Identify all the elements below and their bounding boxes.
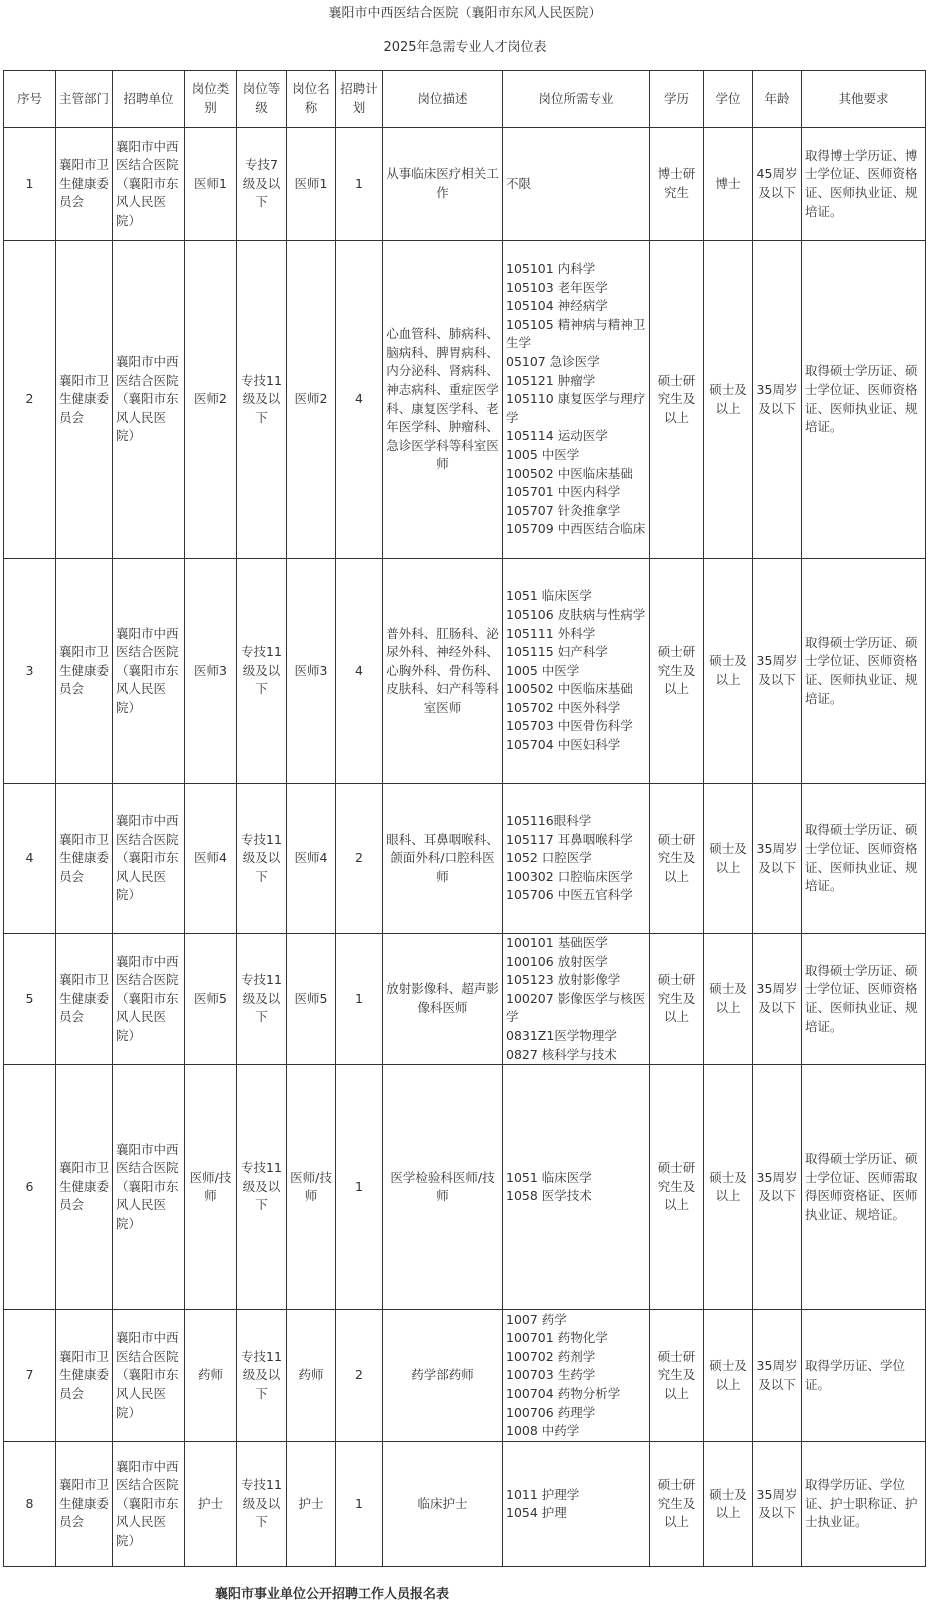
page-title: 襄阳市中西医结合医院（襄阳市东风人民医院） [328, 6, 602, 21]
cell-age: 35周岁及以下 [753, 934, 802, 1065]
cell-edu: 硕士研究生及以上 [650, 559, 704, 784]
major-item: 105103 老年医学 [506, 279, 608, 295]
cell-other: 取得硕士学历证、硕士学位证、医师资格证、医师执业证、规培证。 [802, 784, 926, 934]
major-item: 105111 外科学 [506, 625, 596, 641]
cell-degree: 硕士及以上 [704, 559, 753, 784]
major-item: 105104 神经病学 [506, 298, 608, 314]
header-level: 岗位等级 [237, 71, 287, 128]
cell-degree: 硕士及以上 [704, 1065, 753, 1310]
major-item: 100502 中医临床基础 [506, 681, 633, 697]
cell-edu: 硕士研究生及以上 [650, 934, 704, 1065]
cell-level: 专技11级及以下 [237, 934, 287, 1065]
cell-unit: 襄阳市中西医结合医院（襄阳市东风人民医院） [113, 241, 185, 559]
cell-majors [503, 241, 650, 559]
major-item: 1005 中医学 [506, 446, 580, 462]
cell-desc: 心血管科、肺病科、脑病科、脾胃病科、内分泌科、肾病科、神志病科、重症医学科、康复医学科、老年医学科、肿瘤科、急诊医学科等科室医师 [383, 241, 503, 559]
major-item: 0831Z1医学物理学 [506, 1027, 617, 1043]
major-item: 105121 肿瘤学 [506, 372, 596, 388]
header-category: 岗位类别 [185, 71, 237, 128]
cell-category: 医师3 [185, 559, 237, 784]
cell-age: 35周岁及以下 [753, 559, 802, 784]
cell-age: 35周岁及以下 [753, 1065, 802, 1310]
cell-desc: 放射影像科、超声影像科医师 [383, 934, 503, 1065]
major-item: 100703 生药学 [506, 1367, 596, 1383]
cell-post: 医师2 [287, 241, 336, 559]
cell-dept: 襄阳市卫生健康委员会 [56, 934, 113, 1065]
cell-category: 医师/技师 [185, 1065, 237, 1310]
cell-unit: 襄阳市中西医结合医院（襄阳市东风人民医院） [113, 1310, 185, 1442]
major-item: 1051 临床医学 [506, 1169, 592, 1185]
cell-degree: 硕士及以上 [704, 934, 753, 1065]
major-item: 105101 内科学 [506, 261, 596, 277]
major-item: 100704 药物分析学 [506, 1385, 621, 1401]
cell-majors [503, 1442, 650, 1567]
major-item: 105110 康复医学与理疗学 [506, 391, 646, 425]
cell-other: 取得硕士学历证、硕士学位证、医师资格证、医师执业证、规培证。 [802, 559, 926, 784]
cell-dept: 襄阳市卫生健康委员会 [56, 1310, 113, 1442]
major-item: 1052 口腔医学 [506, 850, 592, 866]
cell-plan: 4 [336, 241, 383, 559]
page-subtitle: 2025年急需专业人才岗位表 [383, 40, 547, 55]
cell-age: 35周岁及以下 [753, 784, 802, 934]
major-item: 1054 护理 [506, 1505, 567, 1521]
cell-degree: 硕士及以上 [704, 241, 753, 559]
cell-no: 2 [4, 241, 56, 559]
cell-degree: 博士 [704, 128, 753, 241]
major-item: 105703 中医骨伤科学 [506, 718, 633, 734]
cell-edu: 博士研究生 [650, 128, 704, 241]
cell-edu: 硕士研究生及以上 [650, 1310, 704, 1442]
footer-note: 襄阳市事业单位公开招聘工作人员报名表 [215, 1587, 450, 1602]
cell-degree: 硕士及以上 [704, 784, 753, 934]
major-item: 105105 精神病与精神卫生学 [506, 316, 646, 351]
cell-majors [503, 784, 650, 934]
major-item: 100702 药剂学 [506, 1348, 596, 1364]
cell-unit: 襄阳市中西医结合医院（襄阳市东风人民医院） [113, 934, 185, 1065]
cell-other: 取得硕士学历证、硕士学位证、医师资格证、医师执业证、规培证。 [802, 934, 926, 1065]
cell-unit: 襄阳市中西医结合医院（襄阳市东风人民医院） [113, 784, 185, 934]
cell-age: 35周岁及以下 [753, 1310, 802, 1442]
cell-desc: 普外科、肛肠科、泌尿外科、神经外科、心胸外科、骨伤科、皮肤科、妇产科等科室医师 [383, 559, 503, 784]
cell-category: 药师 [185, 1310, 237, 1442]
cell-desc: 临床护士 [383, 1442, 503, 1567]
cell-dept: 襄阳市卫生健康委员会 [56, 559, 113, 784]
major-item: 105116眼科学 [506, 813, 592, 829]
cell-post: 医师3 [287, 559, 336, 784]
major-item: 100701 药物化学 [506, 1330, 608, 1346]
table-row [4, 559, 926, 784]
cell-other: 取得学历证、学位证。 [802, 1310, 926, 1442]
major-item: 105707 针灸推拿学 [506, 502, 621, 518]
cell-category: 医师1 [185, 128, 237, 241]
cell-post: 护士 [287, 1442, 336, 1567]
cell-majors [503, 128, 650, 241]
cell-no: 3 [4, 559, 56, 784]
cell-no: 6 [4, 1065, 56, 1310]
header-other: 其他要求 [802, 71, 926, 128]
cell-level: 专技11级及以下 [237, 784, 287, 934]
major-item: 100502 中医临床基础 [506, 465, 633, 481]
header-dept: 主管部门 [56, 71, 113, 128]
cell-unit: 襄阳市中西医结合医院（襄阳市东风人民医院） [113, 1065, 185, 1310]
cell-level: 专技11级及以下 [237, 1065, 287, 1310]
cell-plan: 1 [336, 128, 383, 241]
cell-post: 医师/技师 [287, 1065, 336, 1310]
major-item: 100101 基础医学 [506, 935, 608, 950]
cell-no: 5 [4, 934, 56, 1065]
cell-category: 护士 [185, 1442, 237, 1567]
cell-plan: 1 [336, 1442, 383, 1567]
major-item: 105704 中医妇科学 [506, 737, 621, 753]
cell-degree: 硕士及以上 [704, 1310, 753, 1442]
cell-unit: 襄阳市中西医结合医院（襄阳市东风人民医院） [113, 559, 185, 784]
major-item: 105701 中医内科学 [506, 484, 621, 500]
cell-majors [503, 934, 650, 1065]
major-item: 1008 中药学 [506, 1423, 580, 1439]
cell-edu: 硕士研究生及以上 [650, 784, 704, 934]
major-item: 100302 口腔临床医学 [506, 868, 633, 884]
cell-level: 专技11级及以下 [237, 241, 287, 559]
cell-unit: 襄阳市中西医结合医院（襄阳市东风人民医院） [113, 128, 185, 241]
cell-age: 35周岁及以下 [753, 241, 802, 559]
major-item: 100207 影像医学与核医学 [506, 990, 646, 1025]
major-item: 105706 中医五官科学 [506, 887, 633, 903]
table-row [4, 1065, 926, 1310]
cell-level: 专技11级及以下 [237, 559, 287, 784]
header-age: 年龄 [753, 71, 802, 128]
cell-edu: 硕士研究生及以上 [650, 1442, 704, 1567]
cell-degree: 硕士及以上 [704, 1442, 753, 1567]
table-row [4, 1442, 926, 1567]
cell-desc: 药学部药师 [383, 1310, 503, 1442]
major-item: 1011 护理学 [506, 1486, 580, 1502]
major-item: 100706 药理学 [506, 1404, 596, 1420]
job-positions-table [3, 70, 926, 1567]
cell-desc: 从事临床医疗相关工作 [383, 128, 503, 241]
cell-level: 专技7级及以下 [237, 128, 287, 241]
cell-majors [503, 1065, 650, 1310]
cell-majors [503, 559, 650, 784]
table-row [4, 128, 926, 241]
cell-category: 医师4 [185, 784, 237, 934]
cell-majors [503, 1310, 650, 1442]
cell-desc: 医学检验科医师/技师 [383, 1065, 503, 1310]
major-item: 105114 运动医学 [506, 428, 608, 444]
cell-dept: 襄阳市卫生健康委员会 [56, 241, 113, 559]
cell-level: 专技11级及以下 [237, 1442, 287, 1567]
table-row [4, 784, 926, 934]
cell-desc: 眼科、耳鼻咽喉科、颌面外科/口腔科医师 [383, 784, 503, 934]
major-item: 1058 医学技术 [506, 1188, 592, 1204]
cell-no: 1 [4, 128, 56, 241]
cell-no: 7 [4, 1310, 56, 1442]
major-item: 105106 皮肤病与性病学 [506, 606, 646, 622]
table-header-row [4, 71, 926, 128]
table-row [4, 934, 926, 1065]
cell-no: 8 [4, 1442, 56, 1567]
header-edu: 学历 [650, 71, 704, 128]
cell-category: 医师2 [185, 241, 237, 559]
cell-dept: 襄阳市卫生健康委员会 [56, 1442, 113, 1567]
cell-dept: 襄阳市卫生健康委员会 [56, 784, 113, 934]
cell-other: 取得硕士学历证、硕士学位证、医师资格证、医师执业证、规培证。 [802, 241, 926, 559]
cell-post: 医师5 [287, 934, 336, 1065]
cell-level: 专技11级及以下 [237, 1310, 287, 1442]
cell-edu: 硕士研究生及以上 [650, 1065, 704, 1310]
header-desc: 岗位描述 [383, 71, 503, 128]
table-row [4, 1310, 926, 1442]
major-item: 105115 妇产科学 [506, 644, 608, 660]
cell-age: 35周岁及以下 [753, 1442, 802, 1567]
major-item: 105123 放射影像学 [506, 972, 621, 988]
cell-plan: 1 [336, 1065, 383, 1310]
cell-plan: 2 [336, 784, 383, 934]
cell-edu: 硕士研究生及以上 [650, 241, 704, 559]
major-item: 1005 中医学 [506, 662, 580, 678]
major-item: 不限 [506, 175, 532, 191]
major-item: 05107 急诊医学 [506, 354, 600, 370]
cell-unit: 襄阳市中西医结合医院（襄阳市东风人民医院） [113, 1442, 185, 1567]
table-row [4, 241, 926, 559]
cell-plan: 2 [336, 1310, 383, 1442]
cell-plan: 1 [336, 934, 383, 1065]
major-item: 105709 中西医结合临床 [506, 521, 646, 537]
cell-post: 医师1 [287, 128, 336, 241]
major-item: 105117 耳鼻咽喉科学 [506, 831, 633, 847]
header-no: 序号 [4, 71, 56, 128]
major-item: 1007 药学 [506, 1311, 567, 1327]
header-majors: 岗位所需专业 [503, 71, 650, 128]
major-item: 1051 临床医学 [506, 588, 592, 604]
header-unit: 招聘单位 [113, 71, 185, 128]
major-item: 100106 放射医学 [506, 953, 608, 969]
major-item: 0827 核科学与技术 [506, 1046, 617, 1062]
cell-no: 4 [4, 784, 56, 934]
major-item: 105702 中医外科学 [506, 699, 621, 715]
cell-dept: 襄阳市卫生健康委员会 [56, 128, 113, 241]
header-plan: 招聘计划 [336, 71, 383, 128]
cell-other: 取得博士学历证、博士学位证、医师资格证、医师执业证、规培证。 [802, 128, 926, 241]
cell-other: 取得学历证、学位证、护士职称证、护士执业证。 [802, 1442, 926, 1567]
header-post: 岗位名称 [287, 71, 336, 128]
cell-plan: 4 [336, 559, 383, 784]
cell-post: 药师 [287, 1310, 336, 1442]
header-degree: 学位 [704, 71, 753, 128]
cell-other: 取得硕士学历证、硕士学位证、医师需取得医师资格证、医师执业证、规培证。 [802, 1065, 926, 1310]
cell-age: 45周岁及以下 [753, 128, 802, 241]
cell-category: 医师5 [185, 934, 237, 1065]
cell-dept: 襄阳市卫生健康委员会 [56, 1065, 113, 1310]
cell-post: 医师4 [287, 784, 336, 934]
